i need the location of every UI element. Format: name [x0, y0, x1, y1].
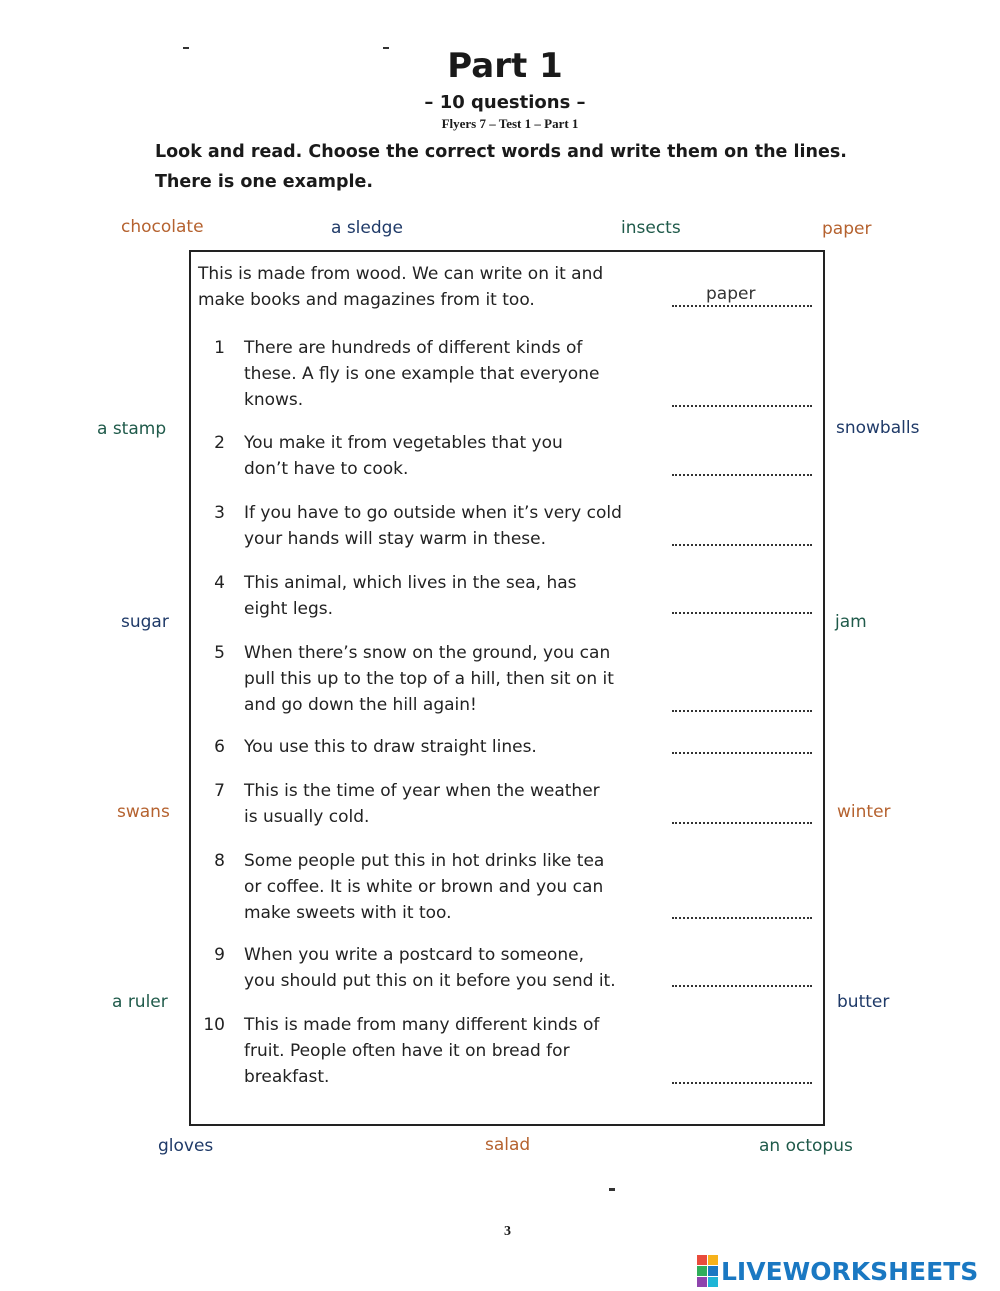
word-gloves: gloves [158, 1136, 214, 1156]
question-number: 9 [214, 945, 225, 965]
question-line: When there’s snow on the ground, you can [244, 643, 611, 663]
answer-input-2[interactable] [672, 474, 812, 476]
answer-input-4[interactable] [672, 612, 812, 614]
answer-input-6[interactable] [672, 752, 812, 754]
question-number: 1 [214, 338, 225, 358]
answer-input-9[interactable] [672, 985, 812, 987]
question-number: 8 [214, 851, 225, 871]
question-line: your hands will stay warm in these. [244, 529, 547, 549]
answer-input-3[interactable] [672, 544, 812, 546]
logo-text: LIVEWORKSHEETS [721, 1256, 979, 1286]
question-line: There are hundreds of different kinds of [244, 338, 583, 358]
word-a-ruler: a ruler [112, 992, 168, 1012]
question-line: don’t have to cook. [244, 459, 409, 479]
question-number: 3 [214, 503, 225, 523]
question-number: 6 [214, 737, 225, 757]
question-number: 4 [214, 573, 225, 593]
test-source: Flyers 7 – Test 1 – Part 1 [441, 116, 579, 131]
question-line: you should put this on it before you send it. [244, 971, 616, 991]
answer-input-10[interactable] [672, 1082, 812, 1084]
question-line: You use this to draw straight lines. [244, 737, 537, 757]
word-insects: insects [621, 218, 681, 238]
question-line: make sweets with it too. [244, 903, 452, 923]
question-line: This animal, which lives in the sea, has [244, 573, 577, 593]
word-snowballs: snowballs [836, 418, 920, 438]
word-paper: paper [822, 219, 872, 239]
question-line: is usually cold. [244, 807, 370, 827]
question-line: and go down the hill again! [244, 695, 477, 715]
word-butter: butter [837, 992, 890, 1012]
word-an-octopus: an octopus [759, 1136, 853, 1156]
word-chocolate: chocolate [121, 217, 204, 237]
answer-input-1[interactable] [672, 405, 812, 407]
answer-line [672, 305, 812, 307]
word-a-sledge: a sledge [331, 218, 403, 238]
question-count: – 10 questions – [424, 92, 586, 113]
word-jam: jam [835, 612, 867, 632]
instructions: Look and read. Choose the correct words and write them on the lines. There is one example. [155, 142, 847, 192]
page-title: Part 1 [447, 46, 563, 86]
example-answer: paper [706, 284, 756, 304]
answer-input-5[interactable] [672, 710, 812, 712]
question-line: If you have to go outside when it’s very cold [244, 503, 622, 523]
logo-icon [697, 1255, 718, 1287]
answer-input-8[interactable] [672, 917, 812, 919]
question-number: 10 [203, 1015, 225, 1035]
question-line: Some people put this in hot drinks like tea [244, 851, 605, 871]
example-line: This is made from wood. We can write on it and [198, 264, 604, 284]
answer-input-7[interactable] [672, 822, 812, 824]
word-salad: salad [485, 1135, 531, 1155]
question-line: pull this up to the top of a hill, then sit on it [244, 669, 614, 689]
page-number: 3 [504, 1224, 511, 1239]
question-line: When you write a postcard to someone, [244, 945, 584, 965]
question-line: This is the time of year when the weather [244, 781, 600, 801]
question-line: knows. [244, 390, 304, 410]
word-a-stamp: a stamp [97, 419, 167, 439]
question-line: This is made from many different kinds of [244, 1015, 600, 1035]
liveworksheets-logo [697, 1256, 978, 1286]
example-line: make books and magazines from it too. [198, 290, 535, 310]
scan-mark [609, 1188, 615, 1191]
question-line: fruit. People often have it on bread for [244, 1041, 570, 1061]
word-sugar: sugar [121, 612, 169, 632]
question-line: eight legs. [244, 599, 334, 619]
word-swans: swans [117, 802, 170, 822]
question-line: You make it from vegetables that you [244, 433, 563, 453]
question-number: 5 [214, 643, 225, 663]
question-number: 7 [214, 781, 225, 801]
question-line: breakfast. [244, 1067, 330, 1087]
question-number: 2 [214, 433, 225, 453]
question-line: or coffee. It is white or brown and you can [244, 877, 604, 897]
word-winter: winter [837, 802, 891, 822]
question-line: these. A fly is one example that everyone [244, 364, 600, 384]
